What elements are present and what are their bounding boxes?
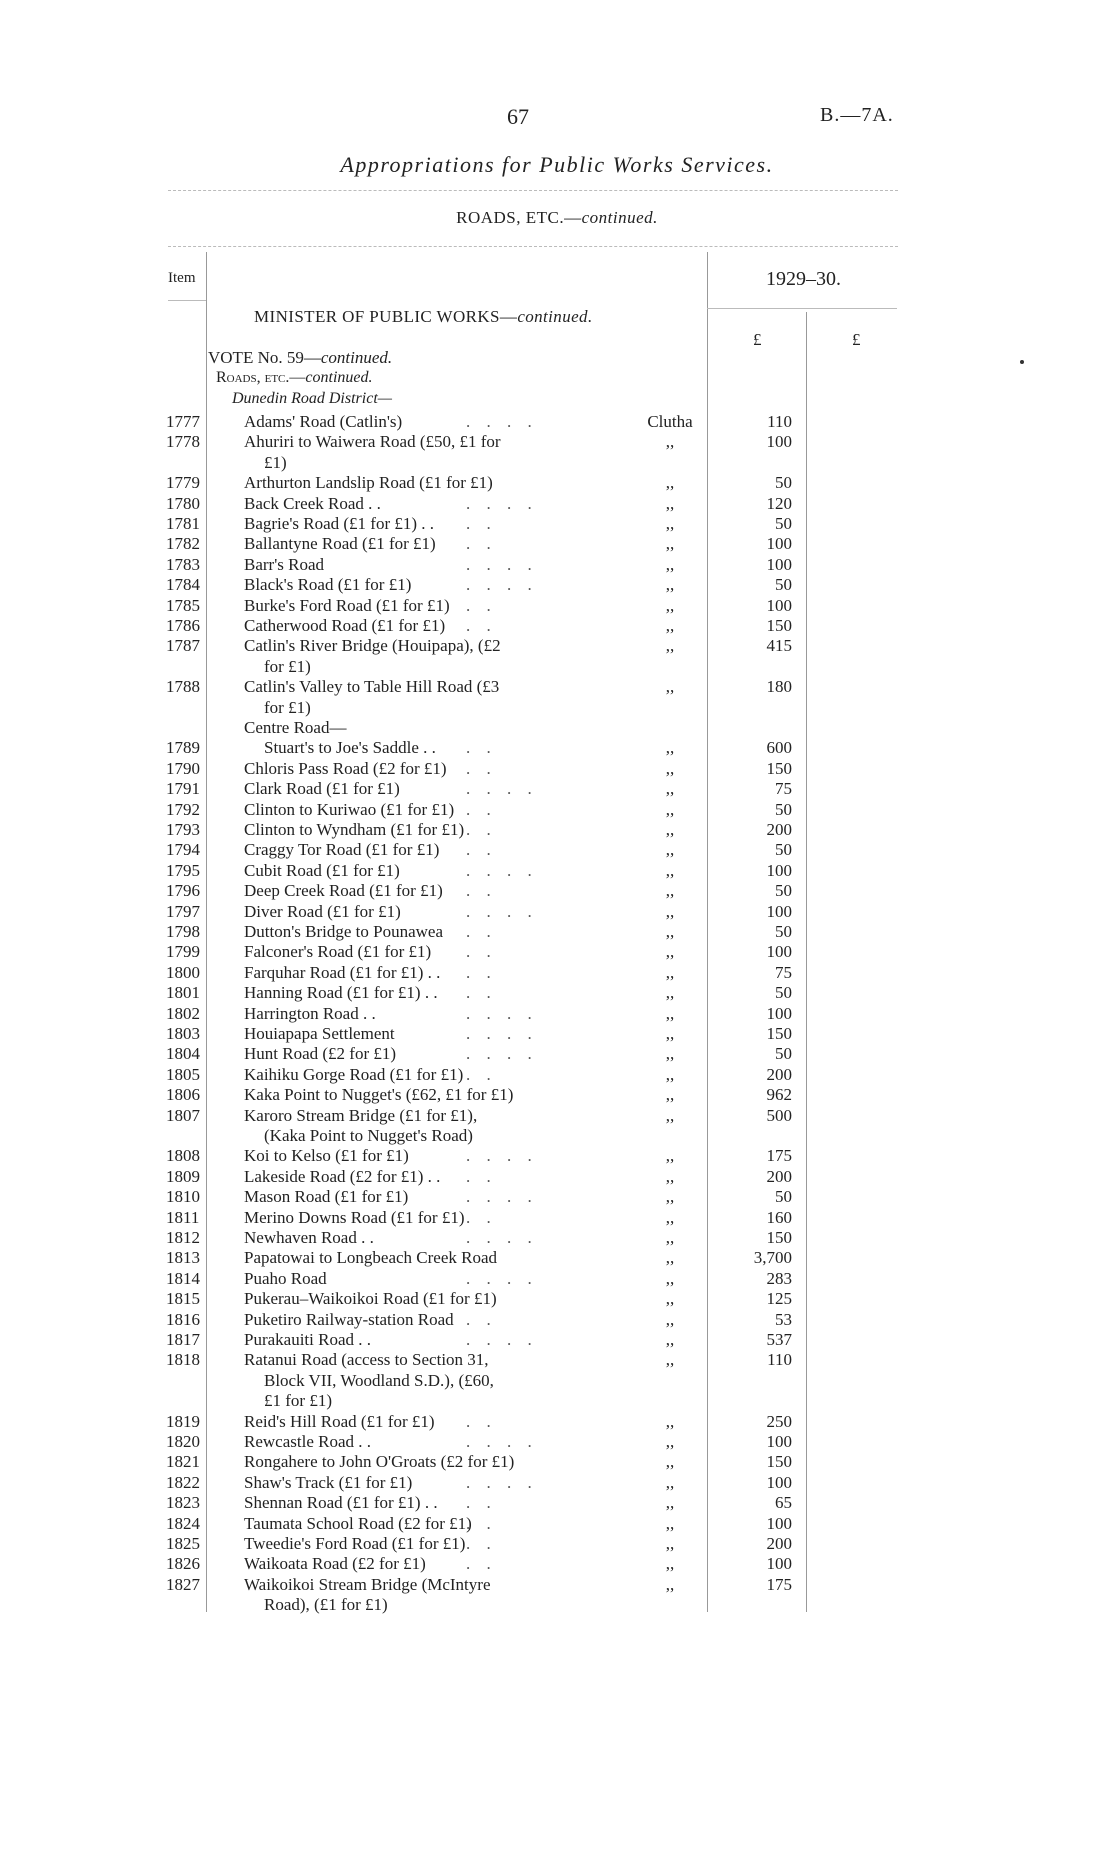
amount-value: 150 xyxy=(766,1228,792,1247)
amount-value: 150 xyxy=(766,1452,792,1472)
item-number: 1793 xyxy=(166,820,200,839)
description-line: Houiapapa Settlement xyxy=(244,1024,395,1043)
leader-dots: . . . . xyxy=(466,901,538,921)
item-description xyxy=(244,636,562,677)
description-line: Purakauiti Road . . xyxy=(244,1330,372,1349)
minister-continued: continued. xyxy=(517,307,593,326)
district-heading: Dunedin Road District— xyxy=(232,390,392,407)
description-line: Black's Road (£1 for £1) xyxy=(244,575,412,595)
description-line: Centre Road— xyxy=(244,718,347,737)
leader-dots: . . xyxy=(466,799,497,819)
amount-value: 200 xyxy=(766,1534,792,1553)
district-name: ,, xyxy=(665,860,675,880)
district-name: ,, xyxy=(665,1146,675,1166)
amount-value: 50 xyxy=(775,799,792,819)
description-line: Rewcastle Road . . xyxy=(244,1432,371,1451)
item-description xyxy=(244,432,562,473)
item-description xyxy=(244,1248,562,1268)
district-name: ,, xyxy=(665,881,675,901)
district-name: ,, xyxy=(665,1309,675,1329)
description-line: Taumata School Road (£2 for £1) xyxy=(244,1513,472,1533)
amount-value: 200 xyxy=(766,820,792,839)
item-description xyxy=(244,1106,562,1147)
item-number: 1818 xyxy=(166,1350,200,1370)
district-name: ,, xyxy=(665,616,675,635)
item-number: 1825 xyxy=(166,1534,200,1553)
amount-value: 50 xyxy=(775,575,792,595)
item-number: 1817 xyxy=(166,1330,200,1349)
description-line: Diver Road (£1 for £1) xyxy=(244,901,401,921)
leader-dots: . . . . xyxy=(466,1024,538,1043)
item-number: 1805 xyxy=(166,1064,200,1084)
district-name: ,, xyxy=(665,1248,675,1268)
item-description xyxy=(244,1289,562,1309)
amount-value: 75 xyxy=(775,962,792,982)
district-name: ,, xyxy=(665,758,675,778)
description-line: Kaka Point to Nugget's (£62, £1 for £1) xyxy=(244,1085,514,1105)
leader-dots: . . xyxy=(466,1309,497,1329)
district-name: ,, xyxy=(665,1432,675,1451)
description-continuation: for £1) xyxy=(264,656,311,676)
leader-dots: . . xyxy=(466,534,497,554)
leader-dots: . . xyxy=(466,595,497,615)
item-number: 1823 xyxy=(166,1493,200,1513)
description-continuation: (Kaka Point to Nugget's Road) xyxy=(264,1126,473,1145)
amount-value: 600 xyxy=(766,738,792,758)
district-name: ,, xyxy=(665,554,675,574)
district-name: ,, xyxy=(665,1350,675,1370)
district-name: ,, xyxy=(665,779,675,799)
description-line: Reid's Hill Road (£1 for £1) xyxy=(244,1411,435,1431)
page-number: 67 xyxy=(507,104,529,129)
district-name: ,, xyxy=(665,432,675,452)
item-number: 1784 xyxy=(166,575,200,595)
leader-dots: . . xyxy=(466,942,497,962)
description-line: Lakeside Road (£2 for £1) . . xyxy=(244,1166,441,1186)
description-line: Bagrie's Road (£1 for £1) . . xyxy=(244,514,435,533)
amount-value: 120 xyxy=(766,493,792,513)
item-number: 1789 xyxy=(166,738,200,758)
leader-dots: . . xyxy=(466,962,497,982)
description-line: Catlin's Valley to Table Hill Road (£3 xyxy=(244,677,500,697)
leader-dots: . . . . xyxy=(466,554,538,574)
district-name: ,, xyxy=(665,1024,675,1043)
description-continuation: for £1) xyxy=(264,697,311,717)
amount-value: 50 xyxy=(775,881,792,901)
description-line: Arthurton Landslip Road (£1 for £1) xyxy=(244,473,493,493)
description-continuation: £1 for £1) xyxy=(264,1391,332,1411)
description-line: Ahuriri to Waiwera Road (£50, £1 for xyxy=(244,432,501,452)
amount-value: 283 xyxy=(766,1268,792,1288)
item-number: 1800 xyxy=(166,962,200,982)
leader-dots: . . xyxy=(466,1554,497,1574)
leader-dots: . . . . xyxy=(466,493,538,513)
amount-value: 110 xyxy=(767,1350,792,1370)
district-name: ,, xyxy=(665,1513,675,1533)
leader-dots: . . xyxy=(466,922,497,941)
district-name: ,, xyxy=(665,1268,675,1288)
district-name: ,, xyxy=(665,738,675,758)
item-description xyxy=(244,718,562,738)
leader-dots: . . xyxy=(466,840,497,860)
description-line: Kaihiku Gorge Road (£1 for £1) xyxy=(244,1064,464,1084)
item-number: 1777 xyxy=(166,412,200,431)
district-name: ,, xyxy=(665,1493,675,1513)
leader-dots: . . . . xyxy=(466,1044,538,1064)
amount-value: 100 xyxy=(766,595,792,615)
item-number: 1811 xyxy=(166,1207,200,1227)
amount-value: 100 xyxy=(766,432,792,452)
year-column-header: 1929–30. xyxy=(766,268,841,290)
item-number: 1796 xyxy=(166,881,200,901)
amount-value: 3,700 xyxy=(753,1248,792,1268)
district-name: ,, xyxy=(665,799,675,819)
description-line: Cubit Road (£1 for £1) xyxy=(244,860,400,880)
district-name: ,, xyxy=(665,1044,675,1064)
amount-value: 53 xyxy=(775,1309,792,1329)
item-number: 1819 xyxy=(166,1411,200,1431)
district-name: ,, xyxy=(665,493,675,513)
vote-main: VOTE No. 59— xyxy=(208,348,321,367)
amount-value: 100 xyxy=(766,1472,792,1492)
amount-value: 100 xyxy=(766,860,792,880)
district-name: ,, xyxy=(665,1574,675,1594)
amount-value: 175 xyxy=(766,1146,792,1166)
description-line: Papatowai to Longbeach Creek Road xyxy=(244,1248,498,1268)
description-line: Catherwood Road (£1 for £1) xyxy=(244,616,446,635)
item-number: 1815 xyxy=(166,1289,200,1309)
district-name: ,, xyxy=(665,1105,675,1125)
leader-dots: . . xyxy=(466,881,497,901)
item-number: 1779 xyxy=(166,473,200,493)
amount-value: 160 xyxy=(766,1207,792,1227)
description-continuation: Block VII, Woodland S.D.), (£60, xyxy=(264,1370,494,1390)
item-number: 1803 xyxy=(166,1024,200,1043)
description-line: Rongahere to John O'Groats (£2 for £1) xyxy=(244,1452,515,1472)
item-description xyxy=(244,473,562,493)
district-name: ,, xyxy=(665,1289,675,1309)
item-number: 1816 xyxy=(166,1309,200,1329)
description-line: Waikoikoi Stream Bridge (McIntyre xyxy=(244,1574,491,1594)
item-number: 1778 xyxy=(166,432,200,452)
amount-value: 50 xyxy=(775,922,792,941)
leader-dots: . . . . xyxy=(466,1228,538,1247)
description-line: Hanning Road (£1 for £1) . . xyxy=(244,983,438,1003)
item-number: 1780 xyxy=(166,493,200,513)
description-line: Newhaven Road . . xyxy=(244,1228,374,1247)
amount-value: 100 xyxy=(766,554,792,574)
description-line: Shaw's Track (£1 for £1) xyxy=(244,1472,413,1492)
leader-dots: . . xyxy=(466,1513,497,1533)
item-number: 1790 xyxy=(166,758,200,778)
leader-dots: . . . . xyxy=(466,1187,538,1207)
district-name: ,, xyxy=(665,1472,675,1492)
subtitle-main: ROADS, ETC.— xyxy=(456,208,582,227)
amount-value: 175 xyxy=(766,1574,792,1594)
description-line: Puketiro Railway-station Road xyxy=(244,1309,454,1329)
district-name: ,, xyxy=(665,534,675,554)
description-line: Ballantyne Road (£1 for £1) xyxy=(244,534,436,554)
district-name: ,, xyxy=(665,1452,675,1472)
item-number: 1820 xyxy=(166,1432,200,1451)
district-name: Clutha xyxy=(647,412,693,431)
amount-value: 200 xyxy=(766,1166,792,1186)
leader-dots: . . xyxy=(466,820,497,839)
district-name: ,, xyxy=(665,1411,675,1431)
item-number: 1812 xyxy=(166,1228,200,1247)
leader-dots: . . . . xyxy=(466,860,538,880)
district-name: ,, xyxy=(665,1554,675,1574)
item-number: 1788 xyxy=(166,677,200,697)
district-name: ,, xyxy=(665,1534,675,1553)
amount-value: 50 xyxy=(775,840,792,860)
district-name: ,, xyxy=(665,636,675,656)
amount-value: 100 xyxy=(766,534,792,554)
description-line: Chloris Pass Road (£2 for £1) xyxy=(244,758,447,778)
item-number: 1808 xyxy=(166,1146,200,1166)
leader-dots: . . . . xyxy=(466,1472,538,1492)
leader-dots: . . . . xyxy=(466,1146,538,1166)
description-continuation: Road), (£1 for £1) xyxy=(264,1595,388,1615)
item-number: 1802 xyxy=(166,1003,200,1023)
amount-value: 50 xyxy=(775,983,792,1003)
pound-header-2: £ xyxy=(852,330,861,349)
roads-continued: continued. xyxy=(305,369,373,386)
district-name: ,, xyxy=(665,840,675,860)
item-number: 1809 xyxy=(166,1166,200,1186)
leader-dots: . . xyxy=(466,616,497,635)
description-line: Deep Creek Road (£1 for £1) xyxy=(244,881,443,901)
description-line: Shennan Road (£1 for £1) . . xyxy=(244,1493,438,1513)
item-number: 1797 xyxy=(166,901,200,921)
district-name: ,, xyxy=(665,922,675,941)
district-name: ,, xyxy=(665,1166,675,1186)
amount-value: 100 xyxy=(766,1554,792,1574)
description-line: Farquhar Road (£1 for £1) . . xyxy=(244,962,441,982)
district-name: ,, xyxy=(665,942,675,962)
amount-value: 50 xyxy=(775,1187,792,1207)
leader-dots: . . xyxy=(466,1411,497,1431)
description-line: Pukerau–Waikoikoi Road (£1 for £1) xyxy=(244,1289,497,1309)
item-number: 1804 xyxy=(166,1044,200,1064)
description-line: Stuart's to Joe's Saddle . . xyxy=(264,738,436,758)
leader-dots: . . . . xyxy=(466,1268,538,1288)
amount-value: 250 xyxy=(766,1411,792,1431)
amount-value: 500 xyxy=(766,1105,792,1125)
district-name: ,, xyxy=(665,983,675,1003)
item-number: 1785 xyxy=(166,595,200,615)
item-number: 1783 xyxy=(166,554,200,574)
amount-value: 100 xyxy=(766,1513,792,1533)
description-line: Craggy Tor Road (£1 for £1) xyxy=(244,840,440,860)
description-line: Ratanui Road (access to Section 31, xyxy=(244,1350,489,1370)
district-name: ,, xyxy=(665,677,675,697)
item-number: 1781 xyxy=(166,514,200,533)
district-name: ,, xyxy=(665,575,675,595)
description-line: Burke's Ford Road (£1 for £1) xyxy=(244,595,450,615)
district-name: ,, xyxy=(665,962,675,982)
item-number: 1791 xyxy=(166,779,200,799)
pound-header-1: £ xyxy=(753,330,762,349)
item-number: 1827 xyxy=(166,1574,200,1594)
item-number: 1806 xyxy=(166,1085,200,1105)
item-column-header: Item xyxy=(168,270,196,286)
description-line: Harrington Road . . xyxy=(244,1003,376,1023)
district-name: ,, xyxy=(665,1330,675,1349)
amount-value: 50 xyxy=(775,1044,792,1064)
leader-dots: . . . . xyxy=(466,1330,538,1349)
amount-value: 50 xyxy=(775,514,792,533)
roads-main: Roads, etc.— xyxy=(216,369,306,386)
description-line: Mason Road (£1 for £1) xyxy=(244,1187,409,1207)
item-number: 1822 xyxy=(166,1472,200,1492)
item-number: 1782 xyxy=(166,534,200,554)
description-line: Puaho Road xyxy=(244,1268,327,1288)
leader-dots: . . xyxy=(466,1207,497,1227)
leader-dots: . . . . xyxy=(466,412,538,431)
description-line: Koi to Kelso (£1 for £1) xyxy=(244,1146,409,1166)
item-description xyxy=(244,1452,562,1472)
item-number: 1824 xyxy=(166,1513,200,1533)
description-line: Clark Road (£1 for £1) xyxy=(244,779,400,799)
leader-dots: . . . . xyxy=(466,575,538,595)
district-name: ,, xyxy=(665,1187,675,1207)
leader-dots: . . xyxy=(466,758,497,778)
district-name: ,, xyxy=(665,1085,675,1105)
item-description xyxy=(244,1350,562,1411)
leader-dots: . . xyxy=(466,514,497,533)
district-name: ,, xyxy=(665,473,675,493)
item-number: 1810 xyxy=(166,1187,200,1207)
amount-value: 110 xyxy=(767,412,792,431)
amount-value: 150 xyxy=(766,616,792,635)
leader-dots: . . . . xyxy=(466,779,538,799)
amount-value: 100 xyxy=(766,901,792,921)
description-line: Tweedie's Ford Road (£1 for £1) xyxy=(244,1534,466,1553)
description-line: Dutton's Bridge to Pounawea xyxy=(244,922,444,941)
document-reference: B.—7A. xyxy=(820,104,894,126)
amount-value: 100 xyxy=(766,942,792,962)
description-line: Barr's Road xyxy=(244,554,325,574)
amount-value: 125 xyxy=(766,1289,792,1309)
leader-dots: . . xyxy=(466,1064,497,1084)
item-number: 1801 xyxy=(166,983,200,1003)
amount-value: 65 xyxy=(775,1493,792,1513)
subtitle-continued: continued. xyxy=(581,208,658,227)
description-continuation: £1) xyxy=(264,452,287,472)
item-number: 1792 xyxy=(166,799,200,819)
amount-value: 200 xyxy=(766,1064,792,1084)
description-line: Clinton to Kuriwao (£1 for £1) xyxy=(244,799,455,819)
district-name: ,, xyxy=(665,901,675,921)
item-description xyxy=(244,1575,562,1616)
item-number: 1813 xyxy=(166,1248,200,1268)
leader-dots: . . xyxy=(466,1534,497,1553)
amount-value: 150 xyxy=(766,758,792,778)
item-number: 1787 xyxy=(166,636,200,656)
description-line: Falconer's Road (£1 for £1) xyxy=(244,942,432,962)
amount-value: 415 xyxy=(766,636,792,656)
leader-dots: . . . . xyxy=(466,1432,538,1451)
item-number: 1799 xyxy=(166,942,200,962)
description-line: Hunt Road (£2 for £1) xyxy=(244,1044,397,1064)
description-line: Catlin's River Bridge (Houipapa), (£2 xyxy=(244,636,501,656)
item-number: 1794 xyxy=(166,840,200,860)
amount-value: 100 xyxy=(766,1003,792,1023)
district-name: ,, xyxy=(665,820,675,839)
leader-dots: . . . . xyxy=(466,1003,538,1023)
description-line: Adams' Road (Catlin's) xyxy=(244,412,403,431)
item-number: 1814 xyxy=(166,1268,200,1288)
amount-value: 75 xyxy=(775,779,792,799)
amount-value: 180 xyxy=(766,677,792,697)
amount-value: 100 xyxy=(766,1432,792,1451)
item-description xyxy=(244,1085,562,1105)
page-title: Appropriations for Public Works Services. xyxy=(340,152,774,177)
item-number: 1826 xyxy=(166,1554,200,1574)
amount-value: 150 xyxy=(766,1024,792,1043)
district-name: ,, xyxy=(665,1064,675,1084)
district-name: ,, xyxy=(665,514,675,533)
leader-dots: . . xyxy=(466,983,497,1003)
item-number: 1795 xyxy=(166,860,200,880)
item-number: 1798 xyxy=(166,922,200,941)
item-number: 1821 xyxy=(166,1452,200,1472)
description-line: Clinton to Wyndham (£1 for £1) xyxy=(244,820,465,839)
minister-main: MINISTER OF PUBLIC WORKS— xyxy=(254,307,518,326)
description-line: Merino Downs Road (£1 for £1) xyxy=(244,1207,465,1227)
leader-dots: . . xyxy=(466,1166,497,1186)
amount-value: 537 xyxy=(766,1330,792,1349)
leader-dots: . . xyxy=(466,738,497,758)
district-name: ,, xyxy=(665,1207,675,1227)
district-name: ,, xyxy=(665,1003,675,1023)
district-name: ,, xyxy=(665,595,675,615)
amount-value: 50 xyxy=(775,473,792,493)
item-description xyxy=(244,677,562,718)
vote-continued: continued. xyxy=(320,348,393,367)
description-line: Back Creek Road . . xyxy=(244,493,381,513)
amount-value: 962 xyxy=(766,1085,792,1105)
item-number: 1807 xyxy=(166,1105,200,1125)
item-number: 1786 xyxy=(166,616,200,635)
leader-dots: . . xyxy=(466,1493,497,1513)
description-line: Karoro Stream Bridge (£1 for £1), xyxy=(244,1105,478,1125)
district-name: ,, xyxy=(665,1228,675,1247)
description-line: Waikoata Road (£2 for £1) xyxy=(244,1554,426,1574)
